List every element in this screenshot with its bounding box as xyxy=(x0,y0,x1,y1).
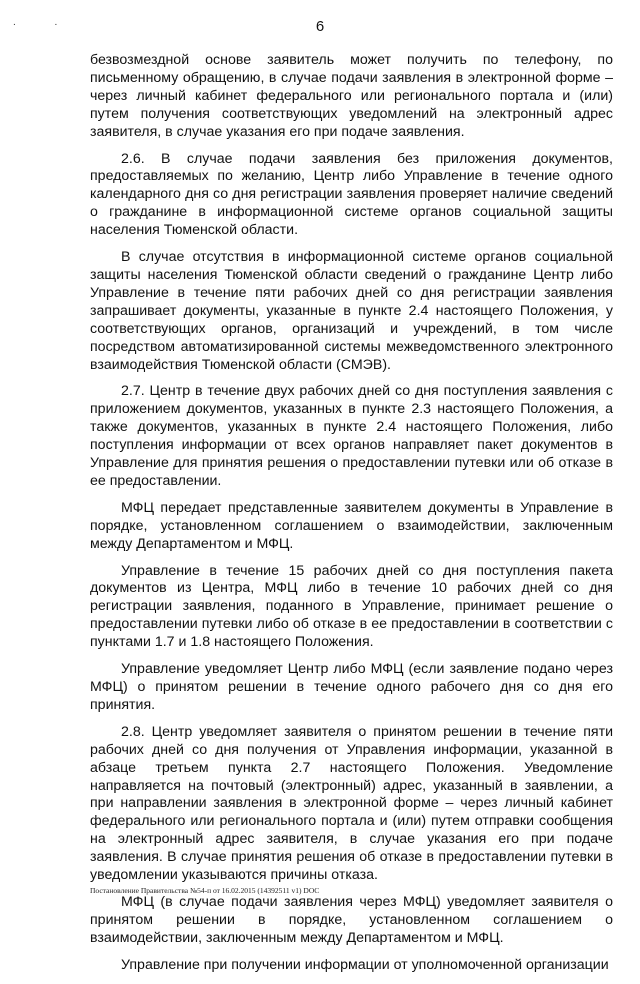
paragraph-mfc-notify: МФЦ (в случае подачи заявления через МФЦ) уведомляет заявителя о принятом решении в порядке, установленном соглашением о взаимодействии, заключенным между Департаментом и МФЦ. xyxy=(90,893,613,946)
paragraph-authorized-org: Управление при получении информации от уполномоченной организации xyxy=(121,956,609,973)
paragraph-decision-notice: Управление уведомляет Центр либо МФЦ (если заявление подано через МФЦ) о принятом решении в течение одного рабочего дня со дня его принятия. xyxy=(90,661,613,713)
paragraph-continuation: безвозмездной основе заявитель может получить по телефону, по письменному обращению, в случае подачи заявления в электронной форме – через личный кабинет федерального или регионального портала и (или) путем получения соответствующих уведомлений на электронный адрес заявителя, в случае указания его при подаче заявления. xyxy=(90,52,613,140)
paragraph-mfc-transfer: МФЦ передает представленные заявителем документы в Управление в порядке, установленном соглашением о взаимодействии, заключенным между Департаментом и МФЦ. xyxy=(90,499,613,552)
footer-document-reference: Постановление Правительства №54-п от 16.02.2015 (14392511 v1) DOC xyxy=(90,886,320,895)
page-number: 6 xyxy=(315,18,325,35)
paragraph-2-7: 2.7. Центр в течение двух рабочих дней со дня поступления заявления с приложением документов, указанных в пункте 2.3 настоящего Положения, а также документов, указанных в пункте 2.4 настоящего Положения, либо поступления информации от всех органов направляет пакет документов в Управление для принятия решения о предоставлении путевки или об отказе в ее предоставлении. xyxy=(90,383,613,489)
document-body xyxy=(90,52,613,984)
paragraph-decision-period: Управление в течение 15 рабочих дней со дня поступления пакета документов из Центра, МФЦ либо в течение 10 рабочих дней со дня регистрации заявления, поданного в Управление, принимает решение о предоставлении путевки либо об отказе в ее предоставлении в соответствии с пунктами 1.7 и 1.8 настоящего Положения. xyxy=(90,562,613,651)
scan-corner-mark: . . xyxy=(13,17,76,28)
paragraph-missing-info: В случае отсутствия в информационной системе органов социальной защиты населения Тюменской области сведений о гражданине Центр либо Управление в течение пяти рабочих дней со дня регистрации заявления запрашивает документы, указанные в пункте 2.4 настоящего Положения, у соответствующих органов, организаций и учреждений, в том числе посредством автоматизированной системы межведомственного электронного взаимодействия Тюменской области (СМЭВ). xyxy=(90,249,613,373)
paragraph-2-6: 2.6. В случае подачи заявления без приложения документов, предоставляемых по желанию, Центр либо Управление в течение одного календарного дня со дня регистрации заявления проверяет наличие сведений о гражданине в информационной системе органов социальной защиты населения Тюменской области. xyxy=(90,150,613,239)
paragraph-2-8: 2.8. Центр уведомляет заявителя о принятом решении в течение пяти рабочих дней со дня получения от Управления информации, указанной в абзаце третьем пункта 2.7 настоящего Положения. Уведомление направляется на почтовый (электронный) адрес, указанный в заявлении, а при направлении заявления в электронной форме – через личный кабинет федерального или регионального портала и (или) путем отправки сообщения на электронный адрес заявителя, в случае указания его при подаче заявления. В случае принятия решения об отказе в предоставлении путевки в уведомлении указываются причины отказа. xyxy=(90,723,613,884)
